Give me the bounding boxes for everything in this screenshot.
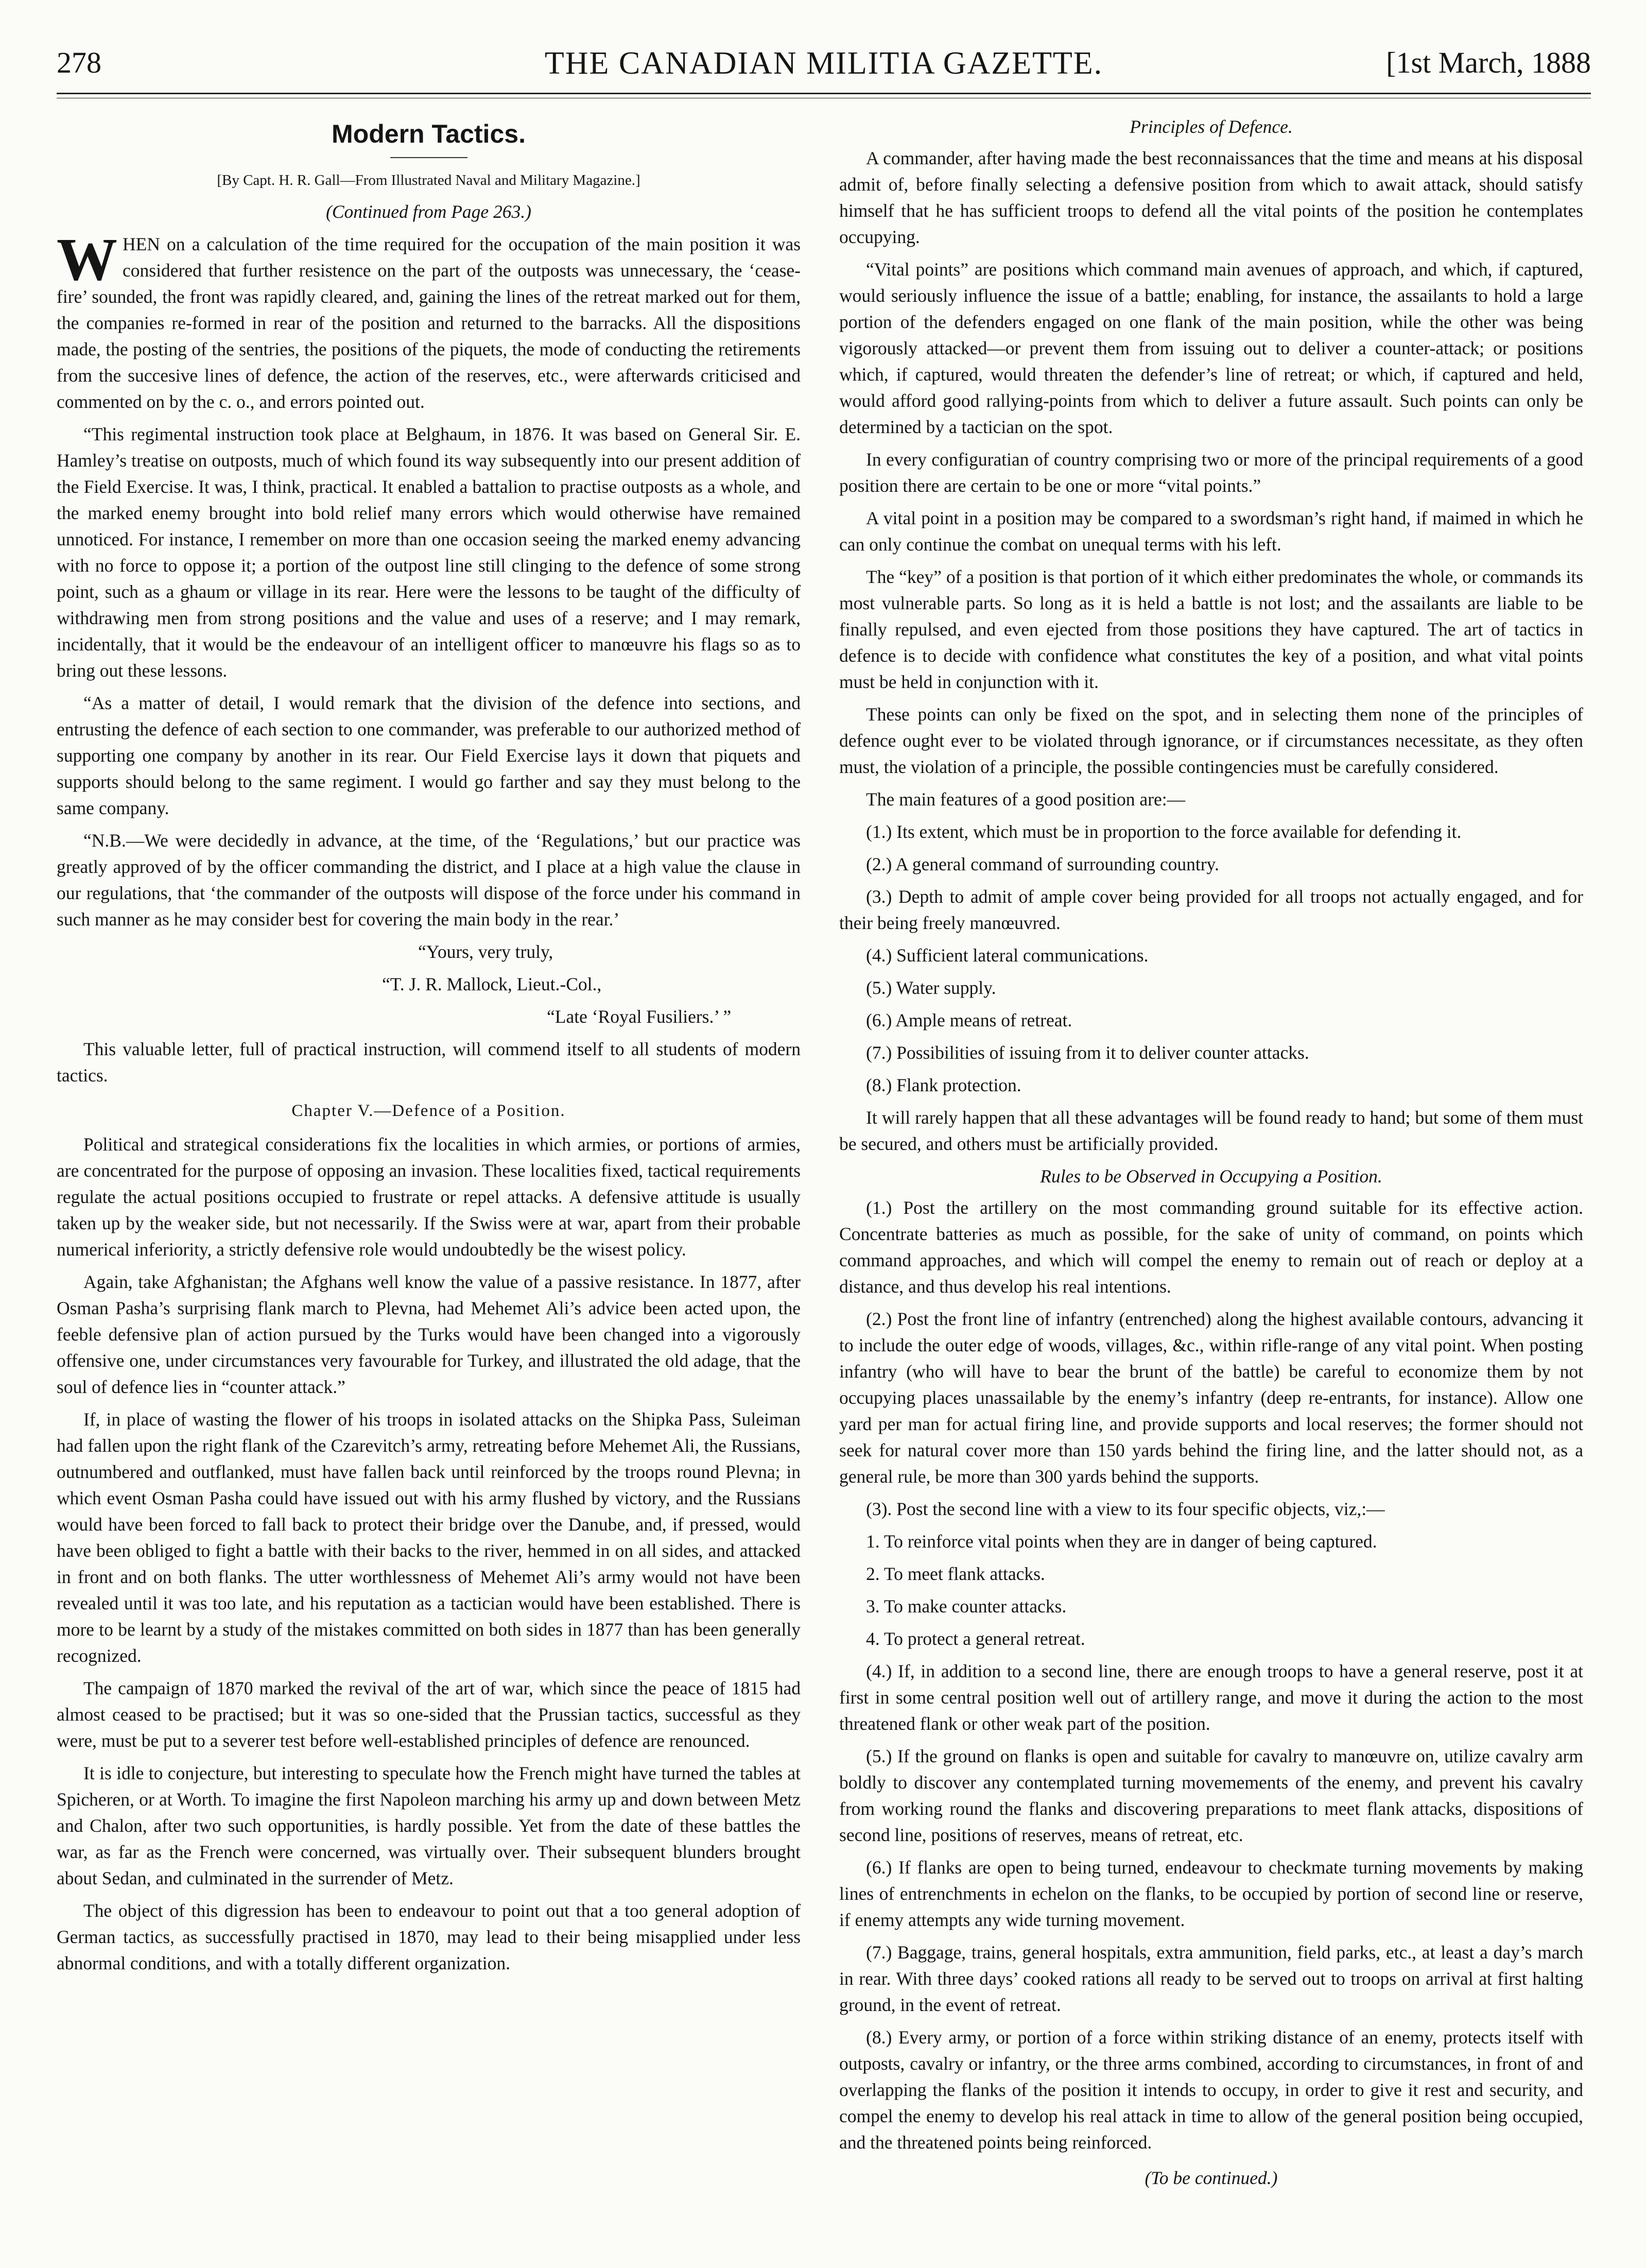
paragraph: “This regimental instruction took place at Belghaum, in 1876. It was based on General Sir. E. Hamley’s treatise on outposts, much of which found its way subsequently into our present addition of the Field Exercise. It was, I think, practical. It enabled a battalion to practise outposts as a whole, and the marked enemy brought into bold relief many errors which would otherwise have remained unnoticed. For instance, I remember on more than one occasion seeing the marked enemy advancing with no force to oppose it; a portion of the outpost line still clinging to the defence of some strong point, such as a ghaum or village in its rear. Here were the lessons to be taught of the difficulty of withdrawing men from strong positions and the value and uses of a reserve; and I may remark, incidentally, that it would be the endeavour of an intelligent officer to manœuvre his flags so as to bring out these lessons.: [57, 424, 801, 681]
paragraph: The object of this digression has been to endeavour to point out that a too general adoption of German tactics, as successfully practised in 1870, may lead to their being misapplied under less abnormal conditions, and with a totally different organization.: [57, 1900, 801, 1973]
title-rule: [390, 157, 467, 158]
paragraph: The “key” of a position is that portion of it which either predominates the whole, or commands its most vulnerable parts. So long as it is held a battle is not lost; and the assailants are liable to be finally repulsed, and even ejected from those positions they have captured. The art of tactics in defence is to decide with confidence what constitutes the key of a position, and what vital points must be held in conjunction with it.: [839, 566, 1583, 692]
paragraph: “N.B.—We were decidedly in advance, at the time, of the ‘Regulations,’ but our practice was greatly approved of by the officer commanding the district, and I place at a high value the clause in our regulations, that ‘the commander of the outposts will dispose of the force under his command in such manner as he may consider best for covering the main body in the rear.’: [57, 830, 801, 930]
paragraph: “Vital points” are positions which command main avenues of approach, and which, if captured, would seriously influence the issue of a battle; enabling, for instance, the assailants to hold a large portion of the defenders engaged on one flank of the main position, while the other was being vigorously attacked—or prevent them from issuing out to deliver a counter-attack; or positions which, if captured, would threaten the defender’s line of retreat; or which, if captured and held, would afford good rallying-points from which to deliver a future assault. Such points can only be determined by a tactician on the spot.: [839, 259, 1583, 437]
issue-date: [1st March, 1888: [1386, 46, 1591, 79]
paragraph: (3). Post the second line with a view to its four specific objects, viz,:—: [866, 1499, 1385, 1519]
list-item: 1. To reinforce vital points when they are in danger of being captured.: [866, 1531, 1377, 1552]
signature-closing: “Yours, very truly,: [418, 941, 553, 962]
paragraph: (5.) If the ground on flanks is open and suitable for cavalry to manœuvre on, utilize cavalry arm boldly to discover any contemplated turning movemements of the enemy, and prevent his cavalry from working round the flanks and discovering preparations to meet flank attacks, dispositions of second line, positions of reserves, means of retreat, etc.: [839, 1746, 1583, 1845]
list-item: (1.) Its extent, which must be in proportion to the force available for defending it.: [866, 821, 1462, 842]
list-item: (8.) Flank protection.: [866, 1075, 1021, 1095]
left-column: [57, 111, 801, 1983]
paragraph: (4.) If, in addition to a second line, there are enough troops to have a general reserve, post it at first in some central position well out of artillery range, and move it during the action to the most threatened flank or other weak part of the position.: [839, 1661, 1583, 1734]
to-be-continued: (To be continued.): [1145, 2168, 1278, 2188]
list-item: (4.) Sufficient lateral communications.: [866, 945, 1149, 966]
continued-note: (Continued from Page 263.): [326, 201, 531, 222]
paragraph: Political and strategical considerations fix the localities in which armies, or portions of armies, are concentrated for the purpose of opposing an invasion. These localities fixed, tactical requirements regulate the actual positions occupied to frustrate or repel attacks. A defensive attitude is usually taken up by the weaker side, but not necessarily. If the Swiss were at war, apart from their probable numerical inferiority, a strictly defensive role would undoubtedly be the wisest policy.: [57, 1134, 801, 1260]
paragraph: The main features of a good position are:—: [866, 789, 1186, 810]
list-item: 3. To make counter attacks.: [866, 1596, 1067, 1617]
paragraph: (7.) Baggage, trains, general hospitals, extra ammunition, field parks, etc., at least a day’s march in rear. With three days’ cooked rations all ready to be served out to troops on arrival at first halting ground, in the event of retreat.: [839, 1942, 1583, 2015]
paragraph: This valuable letter, full of practical instruction, will commend itself to all students of modern tactics.: [57, 1039, 801, 1086]
header-rule: [57, 93, 1591, 94]
drop-cap: W: [57, 226, 117, 293]
paragraph: A vital point in a position may be compared to a swordsman’s right hand, if maimed in which he can only continue the combat on unequal terms with his left.: [839, 508, 1583, 555]
paragraph: These points can only be fixed on the spot, and in selecting them none of the principles of defence ought ever to be violated through ignorance, or if circumstances necessitate, as they often must, the violation of a principle, the possible contingencies must be carefully considered.: [839, 704, 1583, 777]
byline: [By Capt. H. R. Gall—From Illustrated Naval and Military Magazine.]: [217, 172, 640, 188]
list-item: (5.) Water supply.: [866, 977, 996, 998]
chapter-heading: Chapter V.—Defence of a Position.: [291, 1102, 566, 1120]
page-number: 278: [57, 46, 101, 79]
paragraph: A commander, after having made the best reconnaissances that the time and means at his disposal admit of, before finally selecting a defensive position from which to await attack, should satisfy himself that he has sufficient troops to defend all the vital points of the position he contemplates occupying.: [839, 148, 1583, 247]
paragraph: It will rarely happen that all these advantages will be found ready to hand; but some of them must be secured, and others must be artificially provided.: [839, 1107, 1583, 1154]
paragraph: Again, take Afghanistan; the Afghans well know the value of a passive resistance. In 1877, after Osman Pasha’s surprising flank march to Plevna, had Mehemet Ali’s advice been acted upon, the feeble defensive plan of action pursued by the Turks would have been changed into a vigorously offensive one, under circumstances very favourable for Turkey, and illustrated the old adage, that the soul of defence lies in “counter attack.”: [57, 1272, 801, 1397]
list-item: (3.) Depth to admit of ample cover being provided for all troops not actually engaged, and for their being freely manœuvred.: [839, 886, 1583, 933]
paragraph: In every configuratian of country comprising two or more of the principal requirements of a good position there are certain to be one or more “vital points.”: [839, 449, 1583, 496]
masthead: THE CANADIAN MILITIA GAZETTE.: [544, 46, 1103, 81]
list-item: 4. To protect a general retreat.: [866, 1628, 1085, 1649]
signature-name: “T. J. R. Mallock, Lieut.-Col.,: [382, 974, 602, 994]
page-header: [57, 45, 1591, 87]
paragraph: It is idle to conjecture, but interesting to speculate how the French might have turned the tables at Spicheren, or at Worth. To imagine the first Napoleon marching his army up and down between Metz and Chalon, after two such opportunities, is hardly possible. Yet from the date of these battles the war, as far as the French were concerned, was virtually over. Their subsequent blunders brought about Sedan, and culminated in the surrender of Metz.: [57, 1763, 801, 1888]
paragraph: If, in place of wasting the flower of his troops in isolated attacks on the Shipka Pass, Suleiman had fallen upon the right flank of the Czarevitch’s army, retreating before Mehemet Ali, the Russians, outnumbered and outflanked, must have fallen back until reinforced by the troops round Plevna; in which event Osman Pasha could have issued out with his army flushed by victory, and the Russians would have been forced to fall back to protect their bridge over the Danube, and, if pressed, would have been obliged to fight a battle with their backs to the river, hemmed in on all sides, and attacked in front and on both flanks. The utter worthlessness of Mehemet Ali’s army would not have been revealed until it was too late, and his reputation as a tactician would have been established. There is more to be learnt by a study of the mistakes committed on both sides in 1877 than has been generally recognized.: [57, 1409, 801, 1666]
list-item: (2.) A general command of surrounding country.: [866, 854, 1219, 874]
list-item: 2. To meet flank attacks.: [866, 1563, 1045, 1584]
paragraph: (8.) Every army, or portion of a force within striking distance of an enemy, protects itself with outposts, cavalry or infantry, or the three arms combined, according to circumstances, in front of and overlapping the flanks of the position it intends to occupy, in order to give it rest and security, and compel the enemy to develop his real attack in time to allow of the general position being occupied, and the threatened points being reinforced.: [839, 2027, 1583, 2153]
signature-regiment: “Late ‘Royal Fusiliers.’ ”: [547, 1006, 732, 1027]
paragraph: The campaign of 1870 marked the revival of the art of war, which since the peace of 1815 had almost ceased to be practised; but it was so one-sided that the Prussian tactics, successful as they were, must be put to a severer test before well-established principles of defence are renounced.: [57, 1678, 801, 1751]
paragraph: (1.) Post the artillery on the most commanding ground suitable for its effective action. Concentrate batteries as much as possible, for the sake of unity of command, on points which command approaches, and which will compel the enemy to remain out of reach or deploy at a distance, and thus develop his real intentions.: [839, 1197, 1583, 1297]
section-heading: Principles of Defence.: [1130, 116, 1293, 137]
paragraph: (6.) If flanks are open to being turned, endeavour to checkmate turning movements by making lines of entrenchments in echelon on the flanks, to be occupied by portion of second line or reserve, if enemy attempts any wide turning movement.: [839, 1857, 1583, 1930]
paragraph: (2.) Post the front line of infantry (entrenched) along the highest available contours, advancing it to include the outer edge of woods, villages, &c., within rifle-range of any vital point. When posting infantry (who will have to bear the brunt of the battle) be careful to economize them by not occupying places unassailable by the enemy’s infantry (deep re-entrants, for instance). Allow one yard per man for actual firing line, and provide supports and local reserves; the former should not seek for natural cover more than 150 yards behind the firing line, and the latter should not, as a general rule, be more than 300 yards behind the supports.: [839, 1309, 1583, 1487]
paragraph: “As a matter of detail, I would remark that the division of the defence into sections, and entrusting the defence of each section to one commander, was preferable to our authorized method of supporting one company by another in its rear. Our Field Exercise lays it down that piquets and supports should belong to the same regiment. I would go farther and say they must belong to the same company.: [57, 693, 801, 818]
list-item: (7.) Possibilities of issuing from it to deliver counter attacks.: [866, 1042, 1309, 1063]
list-item: (6.) Ample means of retreat.: [866, 1010, 1072, 1030]
right-column: [839, 111, 1583, 2191]
paragraph: WHEN on a calculation of the time required for the occupation of the main position it was considered that further resistence on the part of the outposts was unnecessary, the ‘cease-fire’ sounded, the front was rapidly cleared, and, gaining the lines of the retreat marked out for them, the companies re-formed in rear of the position and returned to the barracks. All the dispositions made, the posting of the sentries, the positions of the piquets, the mode of conducting the retirements from the succesive lines of defence, the action of the reserves, etc., were afterwards criticised and commented on by the c. o., and errors pointed out.: [57, 226, 801, 412]
article-title: Modern Tactics.: [332, 119, 526, 148]
section-heading: Rules to be Observed in Occupying a Position.: [1040, 1166, 1382, 1187]
